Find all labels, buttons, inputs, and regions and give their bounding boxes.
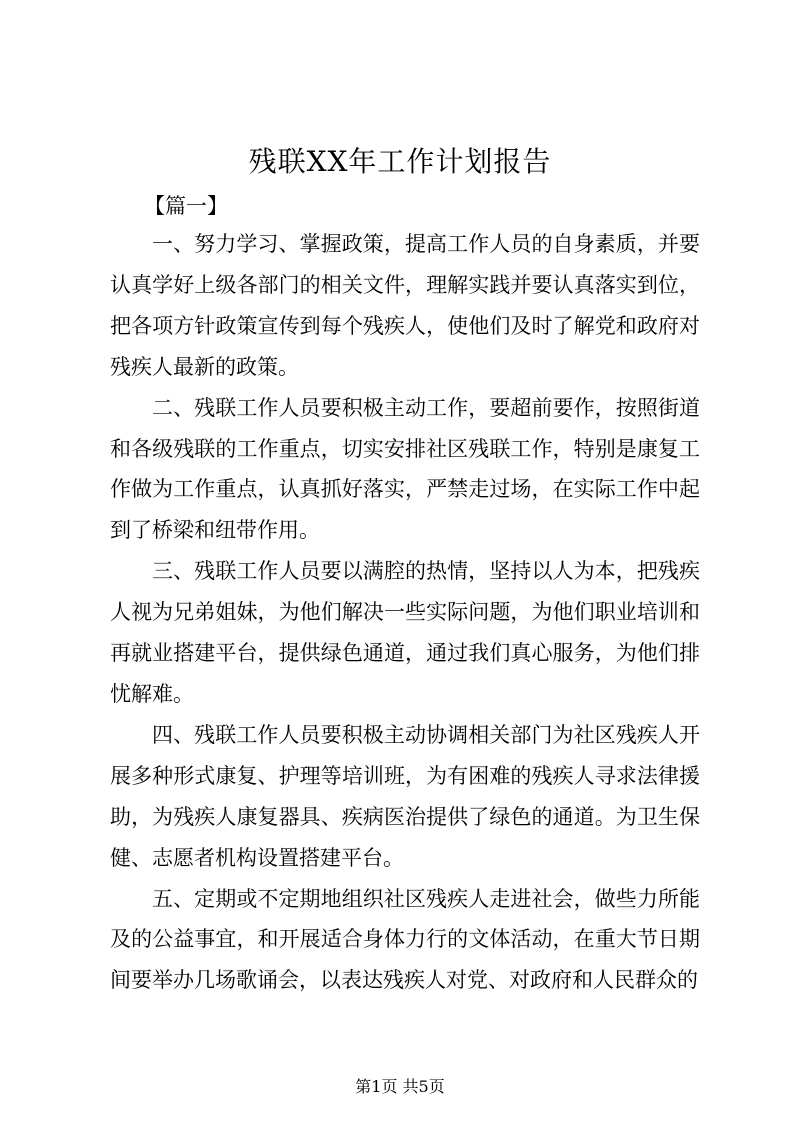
- paragraph-5: 五、定期或不定期地组织社区残疾人走进社会，做些力所能及的公益事宜，和开展适合身体力行的文体活动，在重大节日期间要举办几场歌诵会，以表达残疾人对党、对政府和人民群众的: [110, 886, 700, 993]
- paragraph-3: 三、残联工作人员要以满腔的热情，坚持以人为本，把残疾人视为兄弟姐妹，为他们解决一些实际问题，为他们职业培训和再就业搭建平台，提供绿色通道，通过我们真心服务，为他们排忧解难。: [110, 559, 700, 706]
- document-body: [110, 224, 700, 1001]
- document-title: 残联XX年工作计划报告: [248, 145, 552, 178]
- section-label: 【篇一】: [144, 194, 228, 218]
- paragraph-4: 四、残联工作人员要积极主动协调相关部门为社区残疾人开展多种形式康复、护理等培训班，为有困难的残疾人寻求法律援助，为残疾人康复器具、疾病医治提供了绿色的通道。为卫生保健、志愿者机构设置搭建平台。: [110, 722, 700, 870]
- page-footer: 第1页 共5页: [355, 1077, 445, 1096]
- paragraph-2: 二、残联工作人员要积极主动工作，要超前要作，按照街道和各级残联的工作重点，切实安排社区残联工作，特别是康复工作做为工作重点，认真抓好落实，严禁走过场，在实际工作中起到了桥梁和纽带作用。: [110, 395, 700, 543]
- paragraph-1: 一、努力学习、掌握政策，提高工作人员的自身素质，并要认真学好上级各部门的相关文件，理解实践并要认真落实到位，把各项方针政策宣传到每个残疾人，使他们及时了解党和政府对残疾人最新的政策。: [110, 232, 700, 379]
